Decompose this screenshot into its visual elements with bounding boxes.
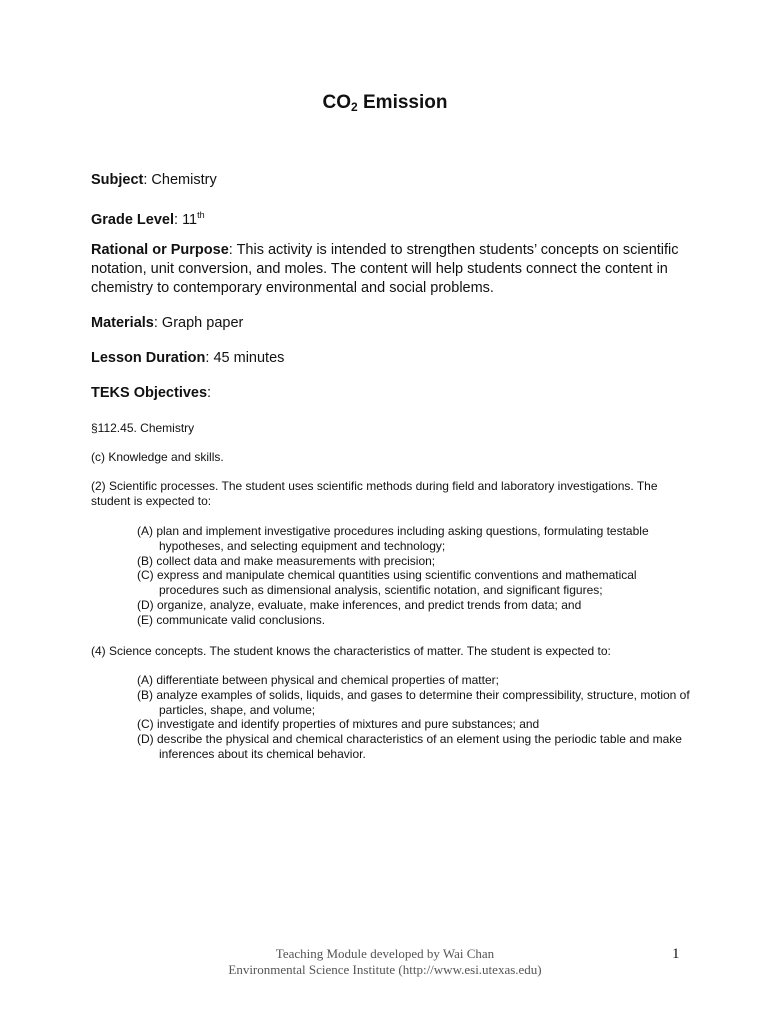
- grade-level-label: Grade Level: [91, 212, 175, 228]
- concepts-list: [137, 673, 697, 762]
- duration-field: [91, 349, 691, 368]
- list-item: (B) analyze examples of solids, liquids, and gases to determine their compressibility, structure, motion of particles, shape, and volume;: [137, 687, 690, 717]
- list-item: (B) collect data and make measurements with precision;: [137, 553, 436, 568]
- teks-label: TEKS Objectives: [91, 385, 208, 401]
- purpose-field: [91, 241, 691, 298]
- duration-label: Lesson Duration: [91, 350, 206, 366]
- subject-label: Subject: [91, 172, 144, 188]
- subject-field: [91, 171, 691, 190]
- purpose-label: Rational or Purpose: [91, 242, 229, 258]
- materials-field: [91, 314, 691, 333]
- list-item: (E) communicate valid conclusions.: [137, 612, 326, 627]
- grade-level-suffix: th: [197, 210, 205, 220]
- concepts-intro: (4) Science concepts. The student knows the characteristics of matter. The student is expected to:: [91, 644, 611, 658]
- list-item: (C) investigate and identify properties of mixtures and pure substances; and: [137, 717, 540, 732]
- footer-author: Teaching Module developed by Wai Chan: [275, 946, 495, 961]
- section-heading: §112.45. Chemistry: [91, 421, 195, 435]
- list-item: (A) plan and implement investigative procedures including asking questions, formulating testable hypotheses, and selecting equipment and technology;: [137, 524, 649, 553]
- list-item: (D) organize, analyze, evaluate, make inferences, and predict trends from data; and: [137, 597, 582, 612]
- grade-level-field: [91, 206, 691, 230]
- page-number: 1: [672, 946, 680, 962]
- teks-heading: TEKS Objectives:: [91, 385, 212, 401]
- materials-value: : Graph paper: [153, 315, 244, 331]
- footer-institute: Environmental Science Institute (http://www.esi.utexas.edu): [228, 962, 542, 977]
- grade-level-value: : 11: [174, 212, 198, 228]
- processes-list: [137, 524, 697, 628]
- knowledge-heading: (c) Knowledge and skills.: [91, 450, 224, 464]
- list-item: (A) differentiate between physical and chemical properties of matter;: [137, 673, 499, 687]
- subject-value: : Chemistry: [143, 172, 217, 188]
- list-item: (C) express and manipulate chemical quantities using scientific conventions and mathematical procedures such as dimensional analysis, scientific notation, and significant figures;: [137, 568, 637, 598]
- materials-label: Materials: [91, 315, 154, 331]
- purpose-text: : This activity is intended to strengthen students’ concepts on scientific notation, unit conversion, and moles. The content will help students connect the content in chemistry to contemporary environmental and social problems.: [91, 242, 679, 296]
- page-footer: [0, 946, 770, 978]
- processes-intro: (2) Scientific processes. The student uses scientific methods during field and laboratory investigations. The student is expected to:: [91, 479, 658, 508]
- duration-value: : 45 minutes: [205, 350, 285, 366]
- list-item: (D) describe the physical and chemical characteristics of an element using the periodic table and make inferences about its chemical behavior.: [137, 732, 682, 761]
- page-title: $CO_2$ Emission: [322, 92, 448, 114]
